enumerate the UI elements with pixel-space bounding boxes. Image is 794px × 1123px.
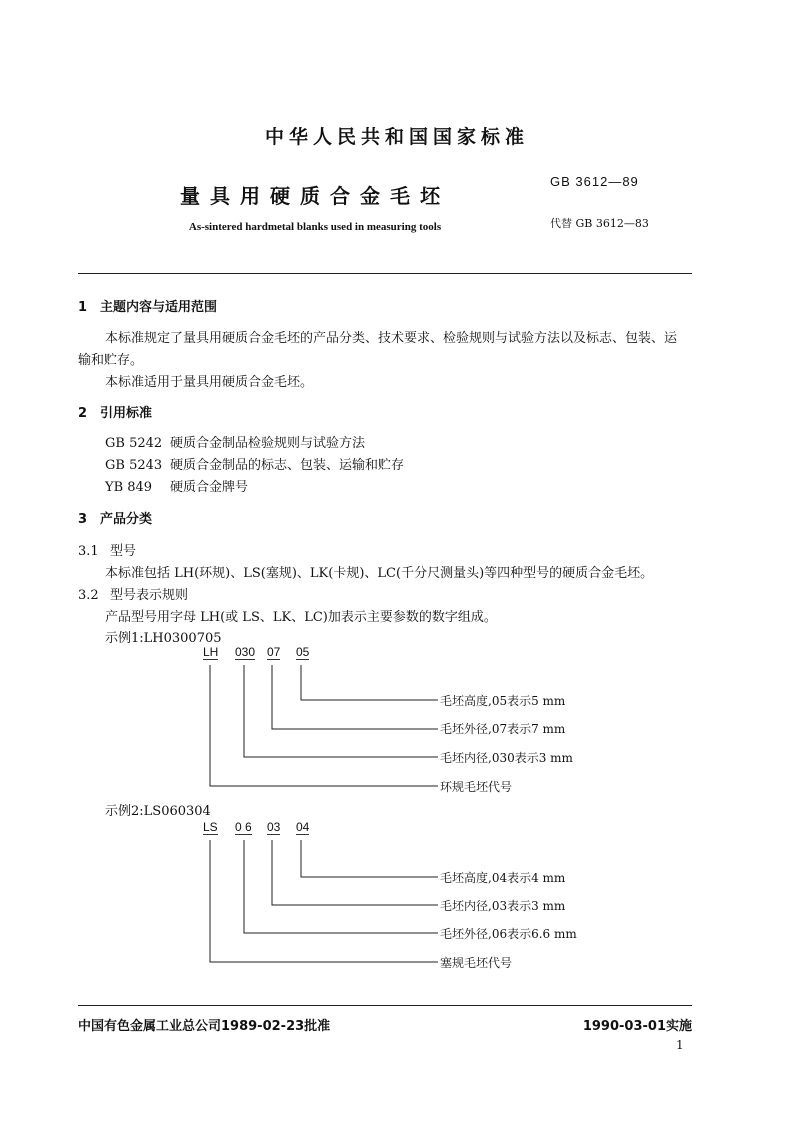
leader-line (301, 665, 438, 700)
example-1-annotation: 环规毛坯代号 (440, 780, 513, 794)
document-subtitle-en: As-sintered hardmetal blanks used in measuring tools (188, 221, 442, 233)
standard-number: GB 3612—89 (550, 174, 639, 189)
section-3-1-number: 3.1 (78, 544, 99, 559)
example-1-label: 示例1:LH0300705 (105, 631, 222, 646)
section-1-para-2: 本标准适用于量具用硬质合金毛坯。 (105, 375, 314, 390)
reference-code: GB 5243 (105, 458, 163, 473)
reference-title: 硬质合金制品检验规则与试验方法 (170, 436, 366, 451)
example-1-annotation: 毛坯高度,05表示5 mm (440, 694, 566, 708)
page-number: 1 (676, 1038, 684, 1052)
national-standard-heading: 中华人民共和国国家标准 (264, 126, 529, 148)
reference-code: GB 5242 (105, 436, 163, 451)
leader-line (244, 665, 438, 757)
section-3-title: 产品分类 (100, 512, 153, 527)
section-1-para-1-line-2: 输和贮存。 (78, 353, 144, 368)
section-2-number: 2 (78, 406, 88, 421)
example-2-annotation: 毛坯内径,03表示3 mm (440, 899, 566, 913)
approval-line: 中国有色金属工业总公司1989-02-23批准 (78, 1019, 331, 1034)
section-1-title: 主题内容与适用范围 (100, 300, 218, 315)
section-3-1-text: 本标准包括 LH(环规)、LS(塞规)、LK(卡规)、LC(千分尺测量头)等四种型号的硬质合金毛坯。 (105, 566, 654, 581)
section-1-number: 1 (78, 300, 88, 315)
section-3-2-number: 3.2 (78, 588, 99, 603)
replaces-standard: 代替 GB 3612—83 (550, 217, 649, 230)
example-2-annotation: 塞规毛坯代号 (440, 956, 513, 970)
effective-date: 1990-03-01实施 (582, 1019, 692, 1034)
example-2-annotation: 毛坯高度,04表示4 mm (440, 871, 566, 885)
example-1-annotation: 毛坯外径,07表示7 mm (440, 722, 566, 736)
document-title: 量具用硬质合金毛坯 (180, 184, 450, 208)
example-1-annotation: 毛坯内径,030表示3 mm (440, 751, 573, 765)
section-2-title: 引用标准 (100, 406, 153, 421)
code-part-height: 04 (296, 820, 310, 834)
section-3-number: 3 (78, 512, 88, 527)
leader-line (272, 665, 438, 729)
code-part-outer-diameter: 0 6 (235, 820, 252, 834)
code-part-prefix: LH (203, 645, 219, 659)
code-part-height: 05 (296, 645, 310, 659)
example-2-label: 示例2:LS060304 (105, 804, 211, 819)
code-part-inner-diameter: 03 (267, 820, 281, 834)
leader-line (244, 840, 438, 933)
reference-title: 硬质合金牌号 (170, 480, 249, 495)
section-3-1-title: 型号 (110, 544, 137, 559)
section-1-para-1-line-1: 本标准规定了量具用硬质合金毛坯的产品分类、技术要求、检验规则与试验方法以及标志、包装、运 (105, 331, 678, 346)
code-part-outer-diameter: 07 (267, 645, 281, 659)
code-part-prefix: LS (203, 820, 218, 834)
section-3-2-title: 型号表示规则 (110, 588, 189, 603)
example-2-annotation: 毛坯外径,06表示6.6 mm (440, 927, 577, 941)
leader-line (272, 840, 438, 905)
reference-code: YB 849 (105, 480, 153, 495)
leader-line (301, 840, 438, 877)
footer-divider (78, 1005, 692, 1006)
code-part-inner-diameter: 030 (235, 645, 256, 659)
reference-title: 硬质合金制品的标志、包装、运输和贮存 (170, 458, 405, 473)
section-3-2-text: 产品型号用字母 LH(或 LS、LK、LC)加表示主要参数的数字组成。 (105, 610, 497, 625)
